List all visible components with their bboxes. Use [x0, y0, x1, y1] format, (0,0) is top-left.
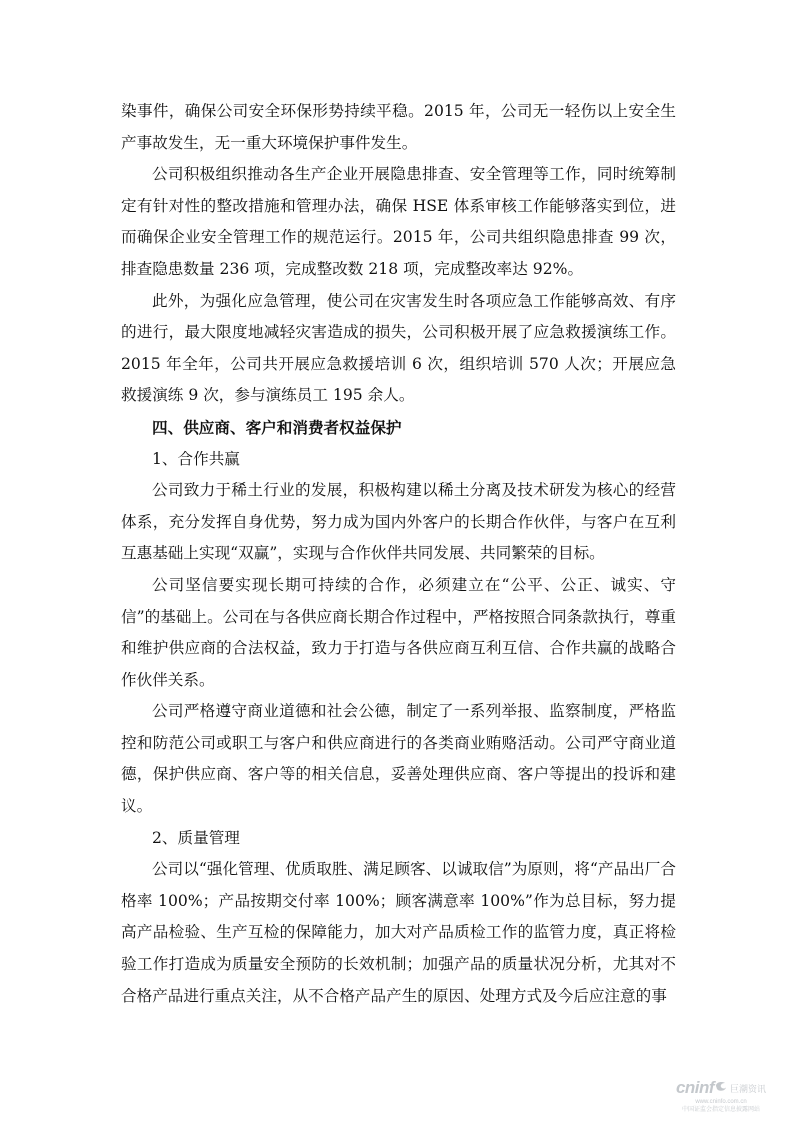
subsection-heading-quality: 2、质量管理: [152, 828, 240, 847]
watermark-logo-text: cninf: [675, 1078, 715, 1097]
document-body: [121, 96, 676, 1012]
watermark-site-description: 中国证监会指定信息披露网站: [681, 1107, 760, 1113]
subsection-heading-cooperation: 1、合作共赢: [152, 449, 240, 468]
paragraph-safety-summary: 染事件，确保公司安全环保形势持续平稳。2015 年，公司无一轻伤以上安全生产事故发生，无一重大环境保护事件发生。: [121, 102, 676, 152]
paragraph-suppliers: 公司坚信要实现长期可持续的合作，必须建立在“公平、公正、诚实、守信”的基础上。公司在与各供应商长期合作过程中，严格按照合同条款执行，尊重和维护供应商的合法权益，致力于打造与各供应商互利互信、合作共赢的战略合作伙伴关系。: [121, 575, 676, 689]
watermark-chinese-name: 巨潮资讯: [730, 1083, 767, 1094]
paragraph-business-ethics: 公司严格遵守商业道德和社会公德，制定了一系列举报、监察制度，严格监控和防范公司或职工与客户和供应商进行的各类商业贿赂活动。公司严守商业道德，保护供应商、客户等的相关信息，妥善处理供应商、客户等提出的投诉和建议。: [121, 702, 676, 816]
paragraph-cooperation: 公司致力于稀土行业的发展，积极构建以稀土分离及技术研发为核心的经营体系，充分发挥自身优势，努力成为国内外客户的长期合作伙伴，与客户在互利互惠基础上实现“双赢”，实现与合作伙伴共同发展、共同繁荣的目标。: [121, 481, 676, 563]
paragraph-quality-management: 公司以“强化管理、优质取胜、满足顾客、以诚取信”为原则，将“产品出厂合格率 100%；产品按期交付率 100%；顾客满意率 100%”作为总目标，努力提高产品检验、生产互检的保障能力，加大对产品质检工作的监管力度，真正将检验工作打造成为质量安全预防的长效机制；加强产品的质量状况分析，尤其对不合格产品进行重点关注，从不合格产品产生的原因、处理方式及今后应注意的事: [121, 860, 676, 1005]
section-heading: 四、供应商、客户和消费者权益保护: [152, 417, 402, 437]
watermark-swirl-icon: [714, 1079, 728, 1098]
cninfo-watermark: [671, 1078, 771, 1114]
paragraph-emergency-management: 此外，为强化应急管理，使公司在灾害发生时各项应急工作能够高效、有序的进行，最大限度地减轻灾害造成的损失，公司积极开展了应急救援演练工作。2015 年全年，公司共开展应急救援培训 6 次，组织培训 570 人次；开展应急救援演练 9 次，参与演练员工 195 余人。: [121, 291, 676, 405]
watermark-url: www.cninfo.com.cn: [695, 1099, 747, 1105]
paragraph-hazard-inspection: 公司积极组织推动各生产企业开展隐患排查、安全管理等工作，同时统筹制定有针对性的整改措施和管理办法，确保 HSE 体系审核工作能够落实到位，进而确保企业安全管理工作的规范运行。2015 年，公司共组织隐患排查 99 次，排查隐患数量 236 项，完成整改数 218 项，完成整改率达 92%。: [121, 165, 676, 278]
